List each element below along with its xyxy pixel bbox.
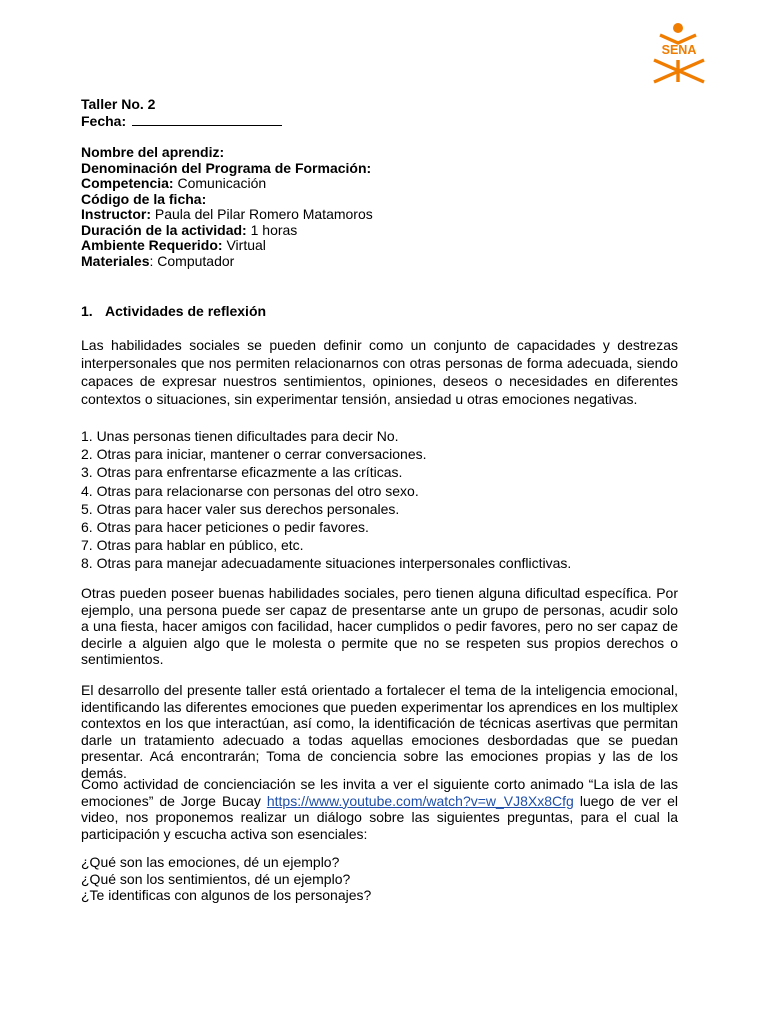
question-item: ¿Qué son las emociones, dé un ejemplo?: [81, 854, 340, 870]
paragraph-specific-difficulty: Otras pueden poseer buenas habilidades sociales, pero tienen alguna dificultad específica. Por ejemplo, una persona puede ser capaz de presentarse ante un grupo de personas, acudir solo a una fiesta, hacer amigos con facilidad, hacer cumplidos o pedir favores, pero no ser capaz de decirle a alguien algo que le molesta o permite que no se respeten sus propios derechos o sentimientos.: [81, 585, 678, 667]
list-item: 8. Otras para manejar adecuadamente situaciones interpersonales conflictivas.: [81, 555, 572, 572]
instructor-label: Instructor:: [81, 206, 151, 222]
sena-logo-dot: [673, 23, 683, 33]
question-item: ¿Te identificas con algunos de los personajes?: [81, 887, 372, 903]
questions-list: [81, 854, 681, 904]
sena-logo-text: SENA: [661, 43, 697, 57]
competencia-value: Comunicación: [177, 175, 267, 191]
sena-logo: [648, 22, 710, 84]
section-number: 1.: [81, 303, 93, 319]
ambiente-line: [81, 238, 681, 254]
paragraph-intro: Las habilidades sociales se pueden definir como un conjunto de capacidades y destrezas interpersonales que nos permiten relacionarnos con otras personas de forma adecuada, siendo capaces de expresar nuestros sentimientos, opiniones, deseos o necesidades en diferentes contextos o situaciones, sin experimentar tensión, ansiedad u otras emociones negativas.: [81, 337, 678, 407]
fecha-line: [81, 113, 681, 130]
sena-logo-arc: [660, 35, 696, 43]
sena-logo-figure: [654, 60, 704, 82]
activity-text-after: luego de ver el video, nos proponemos realizar un diálogo sobre las siguientes preguntas, para el cual la participación y escucha activa son esenciales:: [81, 792, 678, 842]
ambiente-value: Virtual: [226, 237, 266, 253]
fecha-blank: [132, 113, 282, 126]
materiales-line: [81, 254, 681, 270]
nombre-line: Nombre del aprendiz:: [81, 144, 225, 160]
list-item: 7. Otras para hablar en público, etc.: [81, 537, 304, 554]
difficulties-list: [81, 427, 681, 573]
competencia-line: [81, 176, 681, 192]
question-item: ¿Qué son los sentimientos, dé un ejemplo?: [81, 870, 351, 887]
competencia-label: Competencia:: [81, 175, 174, 191]
materiales-label: Materiales: [81, 252, 150, 269]
instructor-line: [81, 207, 681, 223]
codigo-line: Código de la ficha:: [81, 190, 207, 207]
duracion-line: [81, 223, 681, 239]
youtube-link[interactable]: https://www.youtube.com/watch?v=w_VJ8Xx8Cfg: [266, 792, 574, 809]
paragraph-workshop-purpose: El desarrollo del presente taller está orientado a fortalecer el tema de la inteligencia emocional, identificando las diferentes emociones que pueden experimentar los aprendices en los multiplex contextos en los que interactúan, así como, la identificación de técnicas asertivas que permitan darle un tratamiento adecuado a todas aquellas emociones desbordadas que se puedan presentar. Acá encontrarán; Toma de conciencia sobre las emociones propias y las de los demás.: [81, 682, 678, 781]
list-item: 1. Unas personas tienen dificultades para decir No.: [81, 428, 399, 444]
list-item: 6. Otras para hacer peticiones o pedir favores.: [81, 519, 369, 536]
section-title: Actividades de reflexión: [105, 303, 267, 319]
activity-text-before: Como actividad de concienciación se les invita a ver el siguiente corto animado “La isla de las emociones” de Jorge Bucay: [81, 776, 678, 809]
instructor-value: Paula del Pilar Romero Matamoros: [154, 206, 373, 222]
section-heading: [81, 303, 266, 319]
materiales-value: : Computador: [149, 252, 235, 269]
programa-line: Denominación del Programa de Formación:: [81, 159, 372, 176]
duracion-value: 1 horas: [250, 221, 298, 238]
list-item: 4. Otras para relacionarse con personas del otro sexo.: [81, 482, 419, 499]
document-header: [81, 97, 681, 269]
list-item: 3. Otras para enfrentarse eficazmente a las críticas.: [81, 464, 403, 481]
taller-title: Taller No. 2: [81, 96, 156, 112]
duracion-label: Duración de la actividad:: [81, 221, 247, 238]
list-item: 5. Otras para hacer valer sus derechos personales.: [81, 500, 400, 517]
ambiente-label: Ambiente Requerido:: [81, 237, 223, 253]
paragraph-activity: [81, 776, 678, 842]
fecha-label: Fecha:: [81, 112, 127, 129]
list-item: 2. Otras para iniciar, mantener o cerrar conversaciones.: [81, 446, 427, 463]
